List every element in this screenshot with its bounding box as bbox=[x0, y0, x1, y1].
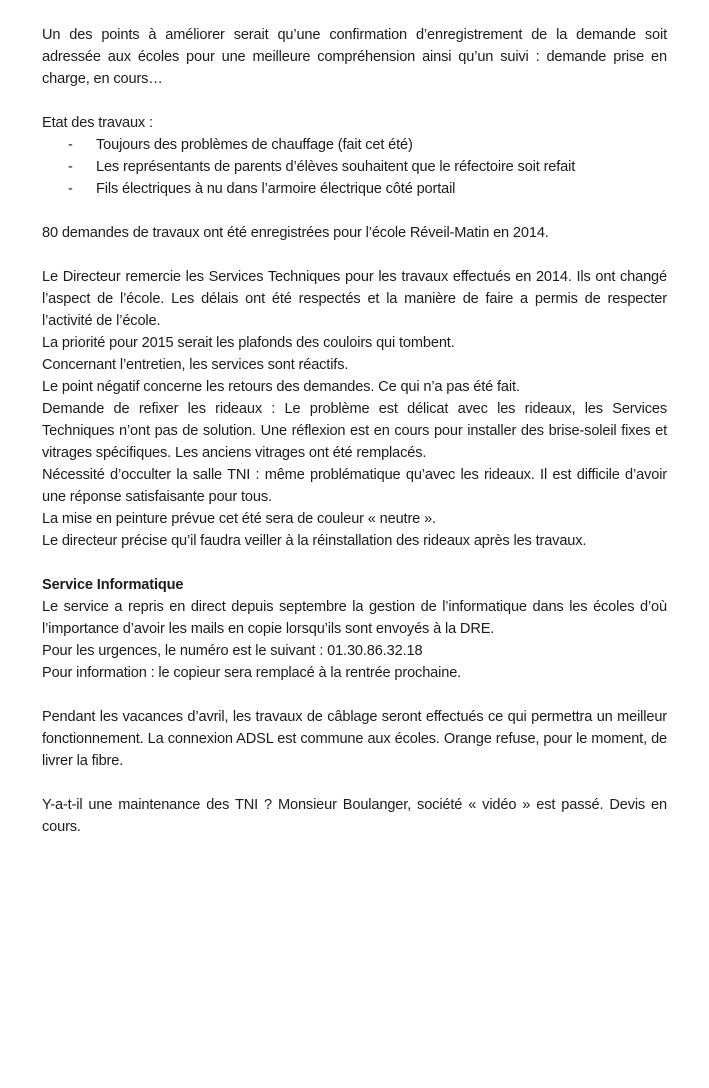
it-emergency-paragraph: Pour les urgences, le numéro est le suivant : 01.30.86.32.18 bbox=[42, 643, 423, 659]
curtains-reinstall-paragraph: Le directeur précise qu’il faudra veiller à la réinstallation des rideaux après les travaux. bbox=[42, 533, 587, 549]
maintenance-note-paragraph: Concernant l’entretien, les services sont réactifs. bbox=[42, 357, 349, 373]
bullet-item-heating bbox=[42, 134, 667, 156]
tni-room-paragraph: Nécessité d’occulter la salle TNI : même problématique qu’avec les rideaux. Il est difficile d’avoir une réponse satisfaisante pour tous. bbox=[42, 467, 667, 505]
bullet-text: Les représentants de parents d’élèves souhaitent que le réfectoire soit refait bbox=[96, 159, 576, 175]
bullet-text: Fils électriques à nu dans l’armoire électrique côté portail bbox=[96, 181, 456, 197]
bullet-item-wires bbox=[42, 178, 667, 200]
priority-2015-paragraph: La priorité pour 2015 serait les plafonds des couloirs qui tombent. bbox=[42, 335, 455, 351]
works-status-heading: Etat des travaux : bbox=[42, 115, 153, 131]
director-thanks-paragraph: Le Directeur remercie les Services Techniques pour les travaux effectués en 2014. Ils ont changé l’aspect de l’école. Les délais ont été respectés et la manière de faire a permis de respecter l’activité de l’école. bbox=[42, 269, 667, 329]
it-service-heading: Service Informatique bbox=[42, 577, 184, 593]
painting-paragraph: La mise en peinture prévue cet été sera de couleur « neutre ». bbox=[42, 511, 436, 527]
bullet-text: Toujours des problèmes de chauffage (fait cet été) bbox=[96, 137, 413, 153]
curtains-paragraph: Demande de refixer les rideaux : Le problème est délicat avec les rideaux, les Services Techniques n’ont pas de solution. Une réflexion est en cours pour installer des brise-soleil fixes et vitrages spécifiques. Les anciens vitrages ont été remplacés. bbox=[42, 401, 667, 461]
tni-maintenance-paragraph: Y-a-t-il une maintenance des TNI ? Monsieur Boulanger, société « vidéo » est passé. Devis en cours. bbox=[42, 797, 667, 835]
bullet-dash: - bbox=[68, 159, 73, 175]
bullet-item-refectory bbox=[42, 156, 667, 178]
bullet-dash: - bbox=[68, 181, 73, 197]
it-intro-paragraph: Le service a repris en direct depuis septembre la gestion de l’informatique dans les écoles d’où l’importance d’avoir les mails en copie lorsqu’ils sont envoyés à la DRE. bbox=[42, 599, 667, 637]
bullet-dash: - bbox=[68, 137, 73, 153]
requests-2014-paragraph: 80 demandes de travaux ont été enregistrées pour l’école Réveil-Matin en 2014. bbox=[42, 225, 549, 241]
negative-point-paragraph: Le point négatif concerne les retours des demandes. Ce qui n’a pas été fait. bbox=[42, 379, 520, 395]
cabling-paragraph: Pendant les vacances d’avril, les travaux de câblage seront effectués ce qui permettra un meilleur fonctionnement. La connexion ADSL est commune aux écoles. Orange refuse, pour le moment, de livrer la fibre. bbox=[42, 709, 667, 769]
it-copier-paragraph: Pour information : le copieur sera remplacé à la rentrée prochaine. bbox=[42, 665, 462, 681]
intro-paragraph: Un des points à améliorer serait qu’une confirmation d’enregistrement de la demande soit adressée aux écoles pour une meilleure compréhension ainsi qu’un suivi : demande prise en charge, en cours… bbox=[42, 27, 667, 87]
